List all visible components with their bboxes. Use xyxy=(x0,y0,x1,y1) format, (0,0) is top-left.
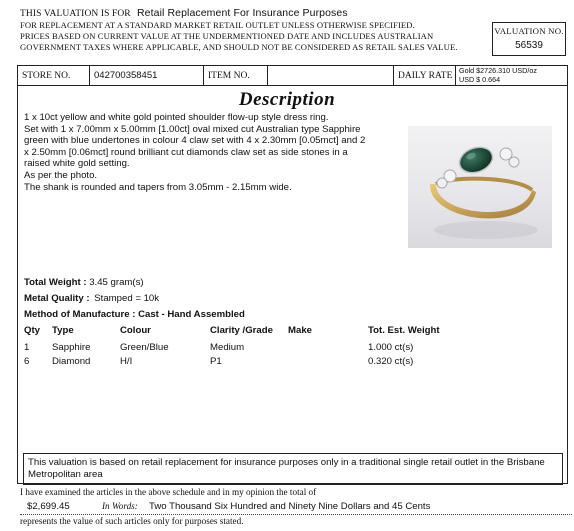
store-number-label: STORE NO. xyxy=(18,66,90,85)
usd-rate: USD $ 0.664 xyxy=(459,74,501,84)
manufacture-method-value: Cast - Hand Assembled xyxy=(138,309,245,320)
col-clarity: Clarity /Grade xyxy=(210,325,273,336)
store-info-row xyxy=(17,65,568,86)
description-title: Description xyxy=(238,89,336,110)
valuation-disclaimer xyxy=(20,8,490,53)
manufacture-method-row xyxy=(24,309,245,320)
cell-clarity: P1 xyxy=(210,356,222,367)
valuation-number-box xyxy=(492,22,566,56)
valuation-number: 56539 xyxy=(515,40,543,51)
cell-colour: Green/Blue xyxy=(120,342,169,353)
description-line: The shank is rounded and tapers from 3.05mm - 2.15mm wide. xyxy=(24,181,292,193)
description-line: Set with 1 x 7.00mm x 5.00mm [1.00ct] oval mixed cut Australian type Sapphire xyxy=(24,123,361,135)
store-number-value: 042700358451 xyxy=(90,66,204,85)
disclaimer-lead: THIS VALUATION IS FOR xyxy=(20,9,131,19)
total-weight-label: Total Weight : xyxy=(24,277,87,288)
col-qty: Qty xyxy=(24,325,40,336)
footer-purpose: represents the value of such articles only for purposes stated. xyxy=(20,516,244,526)
amount-in-words: Two Thousand Six Hundred and Ninety Nine Dollars and 45 Cents xyxy=(149,501,431,512)
footer-amount-row xyxy=(20,501,572,514)
ring-shank xyxy=(430,184,536,218)
disclaimer-line-3: PRICES BASED ON CURRENT VALUE AT THE UNDERMENTIONED DATE AND INCLUDES AUSTRALIAN xyxy=(20,31,434,41)
disclaimer-line-4: GOVERNMENT TAXES WHERE APPLICABLE, AND SHOULD NOT BE CONSIDERED AS RETAIL SALES VALUE. xyxy=(20,42,458,52)
disclaimer-line-2: FOR REPLACEMENT AT A STANDARD MARKET RETAIL OUTLET UNLESS OTHERWISE SPECIFIED. xyxy=(20,20,415,30)
description-line: x 2.50mm [0.06mct] round brilliant cut diamonds claw set as side stones in a xyxy=(24,146,348,158)
col-make: Make xyxy=(288,325,312,336)
ring-photo xyxy=(408,126,552,248)
metal-quality-value: Stamped = 10k xyxy=(94,293,160,304)
stone-table xyxy=(24,325,544,370)
item-number-value xyxy=(268,66,394,85)
sapphire-icon xyxy=(456,143,496,177)
valuation-purpose: Retail Replacement For Insurance Purposes xyxy=(137,7,348,19)
item-number-label: ITEM NO. xyxy=(204,66,268,85)
cell-weight: 1.000 ct(s) xyxy=(368,342,414,353)
valuation-note: This valuation is based on retail replacement for insurance purposes only in a traditional single retail outlet in the Brisbane Metropolitan area xyxy=(23,453,563,485)
description-line: green with blue undertones in colour 4 claw set with 4 x 2.30mm [0.05mct] and 2 xyxy=(24,135,366,147)
manufacture-method-label: Method of Manufacture : xyxy=(24,309,136,320)
total-weight-row xyxy=(24,277,144,288)
cell-colour: H/I xyxy=(120,356,133,367)
amount-underline xyxy=(20,514,572,515)
description-line: raised white gold setting. xyxy=(24,158,130,170)
daily-rate-values xyxy=(456,66,567,85)
col-type: Type xyxy=(52,325,74,336)
gold-rate: Gold $2726.310 USD/oz xyxy=(459,66,537,75)
disclaimer-line-1 xyxy=(20,8,490,20)
col-weight: Tot. Est. Weight xyxy=(368,325,440,336)
diamond-icon xyxy=(437,178,447,188)
col-colour: Colour xyxy=(120,325,151,336)
ring-illustration xyxy=(408,126,552,248)
total-weight-value: 3.45 gram(s) xyxy=(89,277,144,288)
ring-shadow xyxy=(434,221,538,239)
description-text xyxy=(24,112,414,193)
cell-type: Diamond xyxy=(52,356,91,367)
cell-weight: 0.320 ct(s) xyxy=(368,356,414,367)
valuation-number-label: VALUATION NO. xyxy=(494,26,564,36)
cell-qty: 1 xyxy=(24,342,30,353)
footer-statement: I have examined the articles in the above schedule and in my opinion the total of xyxy=(20,487,317,497)
metal-quality-row xyxy=(24,293,159,304)
table-row xyxy=(24,356,544,370)
cell-type: Sapphire xyxy=(52,342,91,353)
diamond-icon xyxy=(509,157,519,167)
daily-rate-label: DAILY RATE xyxy=(394,66,456,85)
cell-qty: 6 xyxy=(24,356,30,367)
in-words-label: In Words: xyxy=(102,501,138,511)
description-line: As per the photo. xyxy=(24,169,98,181)
description-line: 1 x 10ct yellow and white gold pointed shoulder flow-up style dress ring. xyxy=(24,112,329,123)
cell-clarity: Medium xyxy=(210,342,245,353)
stone-table-header xyxy=(24,325,544,339)
metal-quality-label: Metal Quality : xyxy=(24,293,90,304)
table-row xyxy=(24,342,544,356)
total-amount: $2,699.45 xyxy=(27,501,70,512)
